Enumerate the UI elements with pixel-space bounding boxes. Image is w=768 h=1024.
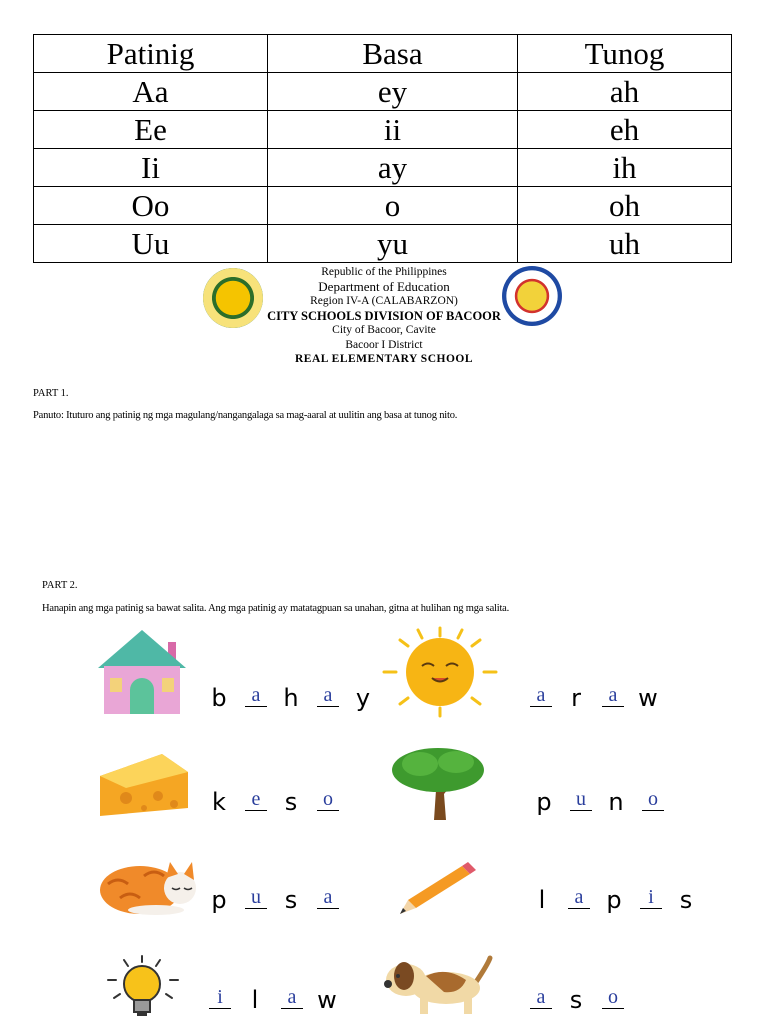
letter: l xyxy=(251,986,259,1014)
vowel-answer: a xyxy=(281,986,303,1009)
letter: s xyxy=(284,886,298,914)
word-pusa xyxy=(205,885,349,915)
letter: p xyxy=(211,886,227,914)
table-cell: oh xyxy=(518,187,732,225)
table-cell: Aa xyxy=(34,73,268,111)
republic-line: Republic of the Philippines xyxy=(321,266,447,278)
vowel-answer: a xyxy=(530,684,552,707)
column-header-basa: Basa xyxy=(268,35,518,73)
table-cell: Oo xyxy=(34,187,268,225)
table-cell: ii xyxy=(268,111,518,149)
sun-icon xyxy=(382,626,498,718)
table-row xyxy=(34,111,732,149)
region-line: Region IV-A (CALABARZON) xyxy=(310,295,458,307)
vowel-answer: a xyxy=(530,986,552,1009)
letter: s xyxy=(679,886,693,914)
word-ilaw xyxy=(205,985,349,1015)
letter: w xyxy=(317,986,337,1014)
word-keso xyxy=(205,787,349,817)
vowel-answer: u xyxy=(245,886,267,909)
word-araw xyxy=(526,683,670,713)
table-header-row xyxy=(34,35,732,73)
vowel-answer: o xyxy=(642,788,664,811)
vowel-answer: u xyxy=(570,788,592,811)
vowel-answer: i xyxy=(209,986,231,1009)
table-cell: ay xyxy=(268,149,518,187)
letter: y xyxy=(355,684,371,712)
part1-instruction: Panuto: Ituturo ang patinig ng mga magulang/nangangalaga sa mag-aaral at uulitin ang basa at tunog nito. xyxy=(33,410,458,421)
vowel-answer: a xyxy=(568,886,590,909)
column-header-patinig: Patinig xyxy=(34,35,268,73)
vowel-answer: o xyxy=(317,788,339,811)
word-bahay xyxy=(205,683,385,713)
letter: b xyxy=(211,684,227,712)
vowel-answer: a xyxy=(317,684,339,707)
letter: w xyxy=(638,684,658,712)
letter: n xyxy=(608,788,624,816)
table-row xyxy=(34,187,732,225)
city-line: City of Bacoor, Cavite xyxy=(332,324,436,336)
table-cell: uh xyxy=(518,225,732,263)
word-puno xyxy=(530,787,674,817)
table-cell: eh xyxy=(518,111,732,149)
table-cell: ey xyxy=(268,73,518,111)
letter: k xyxy=(212,788,226,816)
vowel-answer: a xyxy=(245,684,267,707)
vowel-answer: i xyxy=(640,886,662,909)
part1-label: PART 1. xyxy=(33,388,69,399)
vowel-answer: a xyxy=(602,684,624,707)
letter: p xyxy=(536,788,552,816)
table-cell: Ee xyxy=(34,111,268,149)
letterhead xyxy=(230,265,538,367)
vowel-answer: o xyxy=(602,986,624,1009)
house-icon xyxy=(96,628,188,716)
vowel-answer: e xyxy=(245,788,267,811)
table-cell: ah xyxy=(518,73,732,111)
pencil-icon xyxy=(398,862,480,916)
lightbulb-icon xyxy=(104,954,182,1018)
department-line: Department of Education xyxy=(318,278,450,294)
word-aso xyxy=(526,985,634,1015)
vowel-answer: a xyxy=(317,886,339,909)
cat-icon xyxy=(96,854,200,916)
column-header-tunog: Tunog xyxy=(518,35,732,73)
letter: p xyxy=(606,886,622,914)
table-cell: o xyxy=(268,187,518,225)
letter: s xyxy=(284,788,298,816)
table-cell: Ii xyxy=(34,149,268,187)
table-cell: Uu xyxy=(34,225,268,263)
table-row xyxy=(34,225,732,263)
cheese-icon xyxy=(96,752,192,818)
word-lapis xyxy=(528,885,708,915)
division-line: CITY SCHOOLS DIVISION OF BACOOR xyxy=(267,308,501,323)
vowel-table xyxy=(33,34,732,263)
part2-instruction: Hanapin ang mga patinig sa bawat salita. Ang mga patinig ay matatagpuan sa unahan, gitna at hulihan ng mga salita. xyxy=(42,603,510,614)
letter: l xyxy=(538,886,546,914)
letter: h xyxy=(283,684,299,712)
letter: s xyxy=(569,986,583,1014)
table-row xyxy=(34,149,732,187)
dog-icon xyxy=(380,954,496,1018)
table-cell: yu xyxy=(268,225,518,263)
table-cell: ih xyxy=(518,149,732,187)
table-row xyxy=(34,73,732,111)
letter: r xyxy=(571,684,581,712)
school-name: REAL ELEMENTARY SCHOOL xyxy=(294,353,473,365)
district-line: Bacoor I District xyxy=(345,338,423,351)
part2-label: PART 2. xyxy=(42,580,78,591)
tree-icon xyxy=(390,746,488,822)
